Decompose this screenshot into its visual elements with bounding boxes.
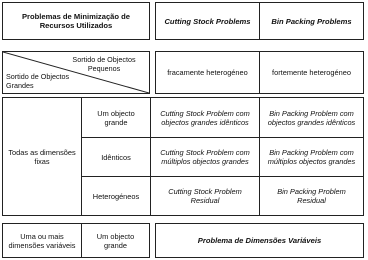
fixed-row-3-sub: Heterogéneos <box>92 191 140 201</box>
header-cutting-stock: Cutting Stock Problems <box>164 16 251 26</box>
fixed-row-2-sub: Idênticos <box>101 152 131 162</box>
variable-dimensions-label: Uma ou mais dimensões variáveis <box>8 231 76 250</box>
header-title-box <box>2 2 150 40</box>
variable-result-box <box>155 223 364 258</box>
header-columns-box <box>155 2 364 40</box>
assortment-cutting-stock: fracamente heterogéneo <box>167 68 248 77</box>
header-bin-packing: Bin Packing Problems <box>271 16 352 26</box>
large-objects-label: Sortido de Objectos Grandes <box>6 72 70 90</box>
fixed-dimensions-box <box>2 97 364 216</box>
fixed-row-1-cutting-stock: Cutting Stock Problem com objectos grandes idênticos <box>160 108 250 127</box>
assortment-label-box <box>2 51 150 94</box>
fixed-row-1-bin-packing: Bin Packing Problem com objectos grandes idênticos <box>267 108 356 127</box>
header-title: Problemas de Minimização de Recursos Utilizados <box>21 12 131 30</box>
fixed-row-2-bin-packing: Bin Packing Problem com múltiplos objectos grandes <box>267 148 356 166</box>
assortment-bin-packing: fortemente heterogéneo <box>272 68 351 77</box>
small-objects-label: Sortido de Objectos Pequenos <box>72 55 136 73</box>
variable-result: Problema de Dimensões Variáveis <box>197 236 322 245</box>
fixed-row-3-cutting-stock: Cutting Stock Problem Residual <box>168 187 242 205</box>
variable-sub: Um objecto grande <box>96 231 135 250</box>
assortment-values-box <box>155 51 364 94</box>
fixed-row-3-bin-packing: Bin Packing Problem Residual <box>277 187 346 205</box>
fixed-dimensions-label: Todas as dimensões fixas <box>8 147 76 166</box>
fixed-row-2-cutting-stock: Cutting Stock Problem com múltiplos objectos grandes <box>160 148 250 166</box>
fixed-row-1-sub: Um objecto grande <box>97 108 135 127</box>
variable-dimensions-box <box>2 223 150 258</box>
